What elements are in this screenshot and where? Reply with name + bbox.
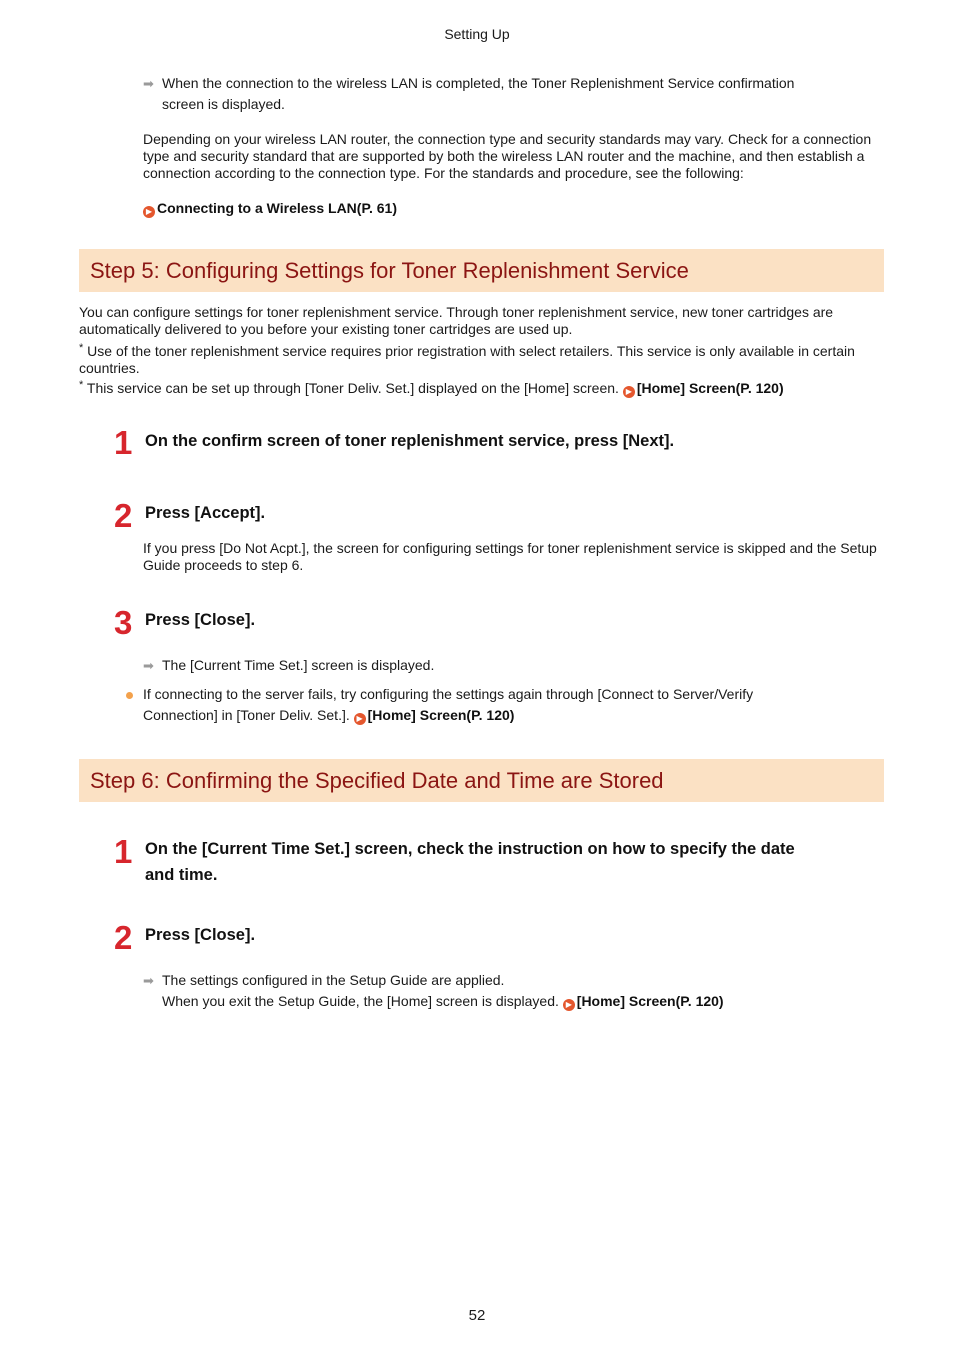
step5-note1 [79, 340, 884, 377]
step5-note2 [79, 377, 884, 398]
right-arrow-icon: ➡ [143, 658, 154, 673]
step-title-line1: On the [Current Time Set.] screen, check the instruction on how to specify the date [145, 840, 795, 858]
step-result-text: The [Current Time Set.] screen is displayed. [162, 657, 435, 673]
link-arrow-icon: ▶ [623, 386, 635, 398]
orange-dot-icon [126, 692, 133, 699]
home-screen-link[interactable]: [Home] Screen(P. 120) [576, 993, 724, 1009]
wireless-lan-link-text[interactable]: Connecting to a Wireless LAN(P. 61) [157, 200, 397, 216]
link-arrow-icon: ▶ [563, 999, 575, 1011]
bullet-note [143, 684, 885, 726]
step-result [143, 655, 434, 676]
intro-result [143, 73, 883, 115]
step6-heading: Step 6: Confirming the Specified Date and Time are Stored [79, 759, 884, 802]
intro-result-line2: screen is displayed. [162, 96, 285, 112]
step-title: Press [Accept]. [145, 504, 266, 522]
page-number: 52 [468, 1307, 486, 1324]
step-result-line2 [143, 991, 885, 1012]
step-title-line2: and time. [145, 866, 218, 884]
note1-text: Use of the toner replenishment service requires prior registration with select retailers. This service is only available in certain countries. [79, 343, 855, 376]
step-number: 2 [114, 497, 133, 534]
link-arrow-icon: ▶ [354, 713, 366, 725]
home-screen-link[interactable]: [Home] Screen(P. 120) [636, 380, 784, 396]
step5-paragraph: You can configure settings for toner replenishment service. Through toner replenishment service, new toner cartridges are automatically delivered to you before your existing toner cartridges are used up. [79, 304, 834, 337]
step-number: 1 [114, 833, 133, 870]
step-description: If you press [Do Not Acpt.], the screen for configuring settings for toner replenishment service is skipped and the Setup Guide proceeds to step 6. [143, 540, 877, 573]
step-number: 2 [114, 919, 133, 956]
intro-result-line1: When the connection to the wireless LAN is completed, the Toner Replenishment Service confirmation [162, 75, 795, 91]
step-result-line1: The settings configured in the Setup Guide are applied. [162, 972, 505, 988]
bullet-note-line2-text: Connection] in [Toner Deliv. Set.]. [143, 707, 354, 723]
home-screen-link[interactable]: [Home] Screen(P. 120) [367, 707, 515, 723]
step-title [145, 836, 885, 888]
bullet-note-line1: If connecting to the server fails, try configuring the settings again through [Connect to Server/Verify [143, 686, 754, 702]
bullet-note-line2 [143, 705, 885, 726]
wireless-lan-link[interactable] [143, 200, 397, 218]
step-result [143, 970, 885, 1012]
page-header: Setting Up [444, 26, 510, 42]
right-arrow-icon: ➡ [143, 76, 154, 91]
asterisk: * [79, 342, 84, 354]
step-number: 1 [114, 424, 133, 461]
link-arrow-icon: ▶ [143, 206, 155, 218]
step-result-line2-text: When you exit the Setup Guide, the [Home] screen is displayed. [162, 993, 563, 1009]
step5-heading: Step 5: Configuring Settings for Toner Replenishment Service [79, 249, 884, 292]
step-number: 3 [114, 604, 133, 641]
step-title: On the confirm screen of toner replenishment service, press [Next]. [145, 432, 675, 450]
right-arrow-icon: ➡ [143, 973, 154, 988]
step-title: Press [Close]. [145, 926, 256, 944]
intro-paragraph: Depending on your wireless LAN router, the connection type and security standards may vary. Check for a connection type and security standard that are supported by both the wireless LAN router and the machine, and then establish a connection according to the connection type. For the standards and procedure, see the following: [143, 131, 872, 181]
note2-text: This service can be set up through [Toner Deliv. Set.] displayed on the [Home] screen. [83, 380, 623, 396]
asterisk: * [79, 379, 84, 391]
step-title: Press [Close]. [145, 611, 256, 629]
